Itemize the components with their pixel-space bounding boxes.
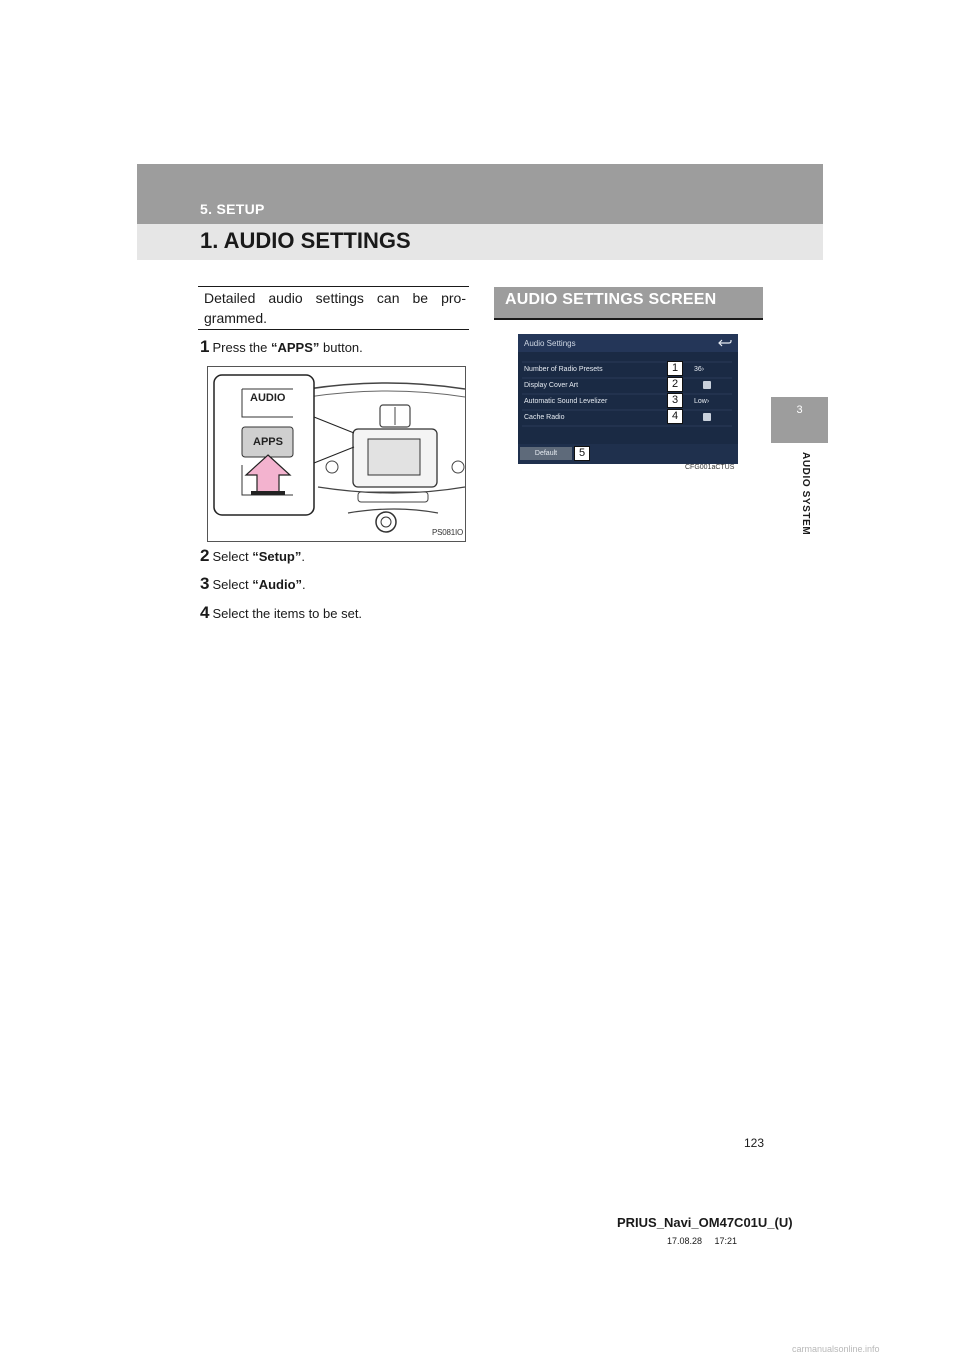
sound-levelizer-value: Low› — [694, 398, 710, 405]
document-timestamp: 17.08.28 17:21 — [667, 1236, 738, 1246]
step-text: Select the items to be set. — [212, 606, 363, 621]
screen-figure-code: CFG001aCTUS — [685, 464, 735, 471]
step-keyword: “Audio” — [252, 577, 303, 592]
step-1 — [200, 337, 363, 357]
document-id: PRIUS_Navi_OM47C01U_(U) — [617, 1215, 793, 1230]
callout-4: 4 — [667, 409, 683, 424]
step-text-end: . — [302, 577, 306, 592]
step-number: 2 — [200, 546, 210, 565]
step-text: Press the — [212, 340, 271, 355]
apps-button-label: APPS — [253, 436, 283, 448]
cache-radio-checkbox-icon[interactable] — [703, 413, 711, 421]
radio-presets-item[interactable]: Number of Radio Presets — [524, 366, 603, 373]
callout-1: 1 — [667, 361, 683, 376]
screen-title: Audio Settings — [524, 339, 576, 348]
chapter-number: 3 — [796, 404, 803, 416]
callout-3: 3 — [667, 393, 683, 408]
callout-2: 2 — [667, 377, 683, 392]
sound-levelizer-item[interactable]: Automatic Sound Levelizer — [524, 398, 608, 405]
step-text: Select — [212, 549, 253, 564]
chapter-name: AUDIO SYSTEM — [800, 452, 811, 536]
section-label: 5. SETUP — [200, 201, 265, 217]
dashboard-illustration — [208, 367, 465, 541]
page-title: 1. AUDIO SETTINGS — [200, 228, 411, 253]
step-number: 4 — [200, 603, 210, 622]
step-keyword: “Setup” — [252, 549, 302, 564]
section-heading: AUDIO SETTINGS SCREEN — [505, 291, 717, 308]
dashboard-figure — [207, 366, 466, 542]
audio-button-label: AUDIO — [250, 392, 286, 404]
back-arrow-icon[interactable] — [718, 338, 732, 348]
step-text: Select — [212, 577, 253, 592]
page-number: 123 — [744, 1136, 765, 1150]
callout-5: 5 — [574, 446, 590, 461]
step-number: 3 — [200, 574, 210, 593]
step-number: 1 — [200, 337, 210, 356]
step-text-end: button. — [319, 340, 363, 355]
figure-code: PS081IO — [432, 528, 464, 537]
default-button[interactable]: Default — [520, 447, 572, 460]
watermark: carmanualsonline.info — [792, 1344, 880, 1354]
step-keyword: “APPS” — [271, 340, 320, 355]
cover-art-checkbox-icon[interactable] — [703, 381, 711, 389]
display-cover-art-item[interactable]: Display Cover Art — [524, 382, 579, 389]
intro-text: Detailed audio settings can be pro-grammed. — [204, 290, 466, 326]
step-3 — [200, 574, 306, 594]
step-text-end: . — [301, 549, 305, 564]
cache-radio-item[interactable]: Cache Radio — [524, 414, 565, 421]
step-4 — [200, 603, 362, 623]
radio-presets-value: 36› — [694, 366, 705, 373]
step-2 — [200, 546, 305, 566]
